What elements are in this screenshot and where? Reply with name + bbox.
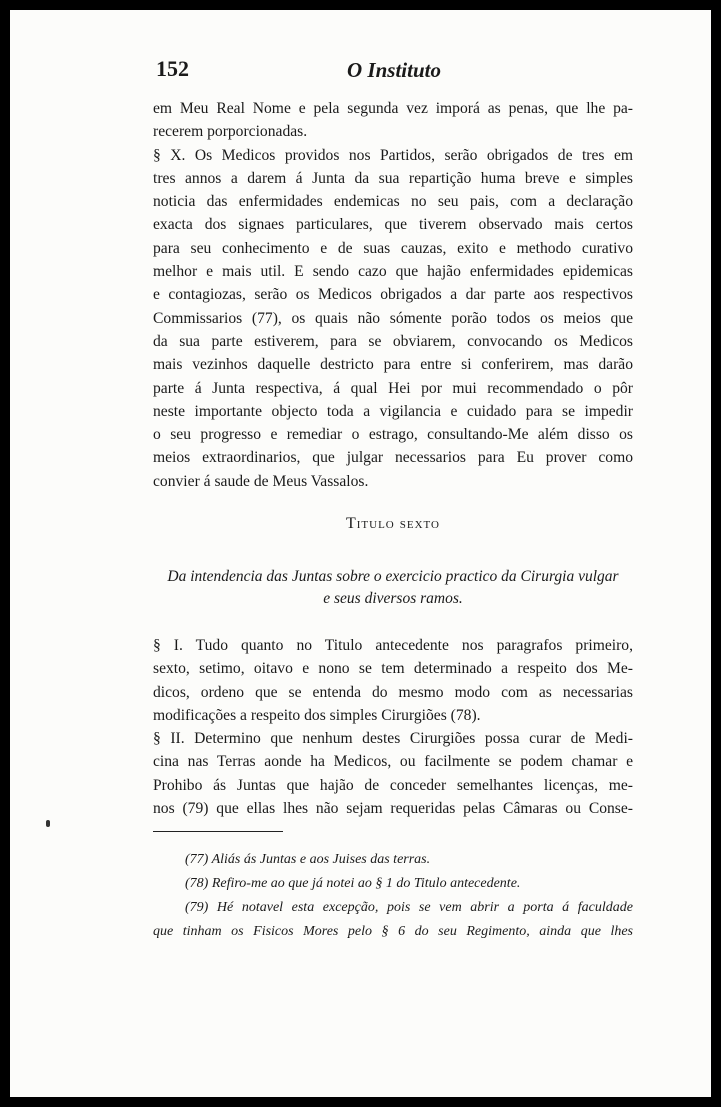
text-line: § X. Os Medicos providos nos Partidos, serão obrigados de tres em	[153, 146, 633, 164]
text-line: Prohibo ás Juntas que hajão de conceder semelhantes licenças, me-	[153, 776, 633, 794]
text-line: exacta dos signaes particulares, que tiverem observado mais certos	[153, 216, 633, 234]
text-line: mais vezinhos daquelle destricto para entre si conferirem, mas darão	[153, 356, 633, 374]
text-line: nos (79) que ellas lhes não sejam requeridas pelas Câmaras ou Conse-	[153, 800, 633, 818]
text-line: em Meu Real Nome e pela segunda vez imporá as penas, que lhe pa-	[153, 100, 633, 117]
footnote-78: (78) Refiro-me ao que já notei ao § 1 do Titulo antecedente.	[185, 876, 521, 891]
text-line: § I. Tudo quanto no Titulo antecedente nos paragrafos primeiro,	[153, 637, 633, 654]
subtitle-line: e seus diversos ramos.	[323, 590, 463, 607]
section-i-text	[153, 634, 633, 820]
text-line: tres annos a darem á Junta da sua repartição huma breve e simples	[153, 169, 633, 187]
text-line: convier á saude de Meus Vassalos.	[153, 472, 369, 490]
text-line: parte á Junta respectiva, á qual Hei por mui recommendado o pôr	[153, 379, 633, 397]
footnote-77: (77) Aliás ás Juntas e aos Juises das terras.	[185, 852, 431, 867]
running-head	[156, 56, 632, 92]
footnote-rule	[153, 831, 283, 832]
page-number: 152	[156, 56, 189, 81]
text-line: recerem porporcionadas.	[153, 123, 308, 141]
text-line: e contagiozas, serão os Medicos obrigados a dar parte aos respectivos	[153, 286, 633, 304]
text-line: noticia das enfermidades endemicas no seu pais, com a declaração	[153, 193, 633, 211]
text-line: Commissarios (77), os quais não sómente porão todos os meios que	[153, 309, 633, 327]
text-line: da sua parte estiverem, para se obviarem, convocando os Medicos	[153, 332, 633, 350]
footnote-79: (79) Hé notavel esta excepção, pois se vem abrir a porta á faculdade	[185, 900, 633, 915]
footnote-79-continued: que tinham os Fisicos Mores pelo § 6 do seu Regimento, ainda que lhes	[153, 924, 633, 939]
text-line: o seu progresso e remediar o estrago, consultando-Me além disso os	[153, 426, 633, 444]
text-line: meios extraordinarios, que julgar necessarios para Eu prover como	[153, 449, 633, 467]
section-x-text	[153, 97, 633, 493]
text-line: cina nas Terras aonde ha Medicos, ou facilmente se podem chamar e	[153, 753, 633, 771]
scan-speck	[46, 820, 50, 827]
text-line: sexto, setimo, oitavo e nono se tem determinado a respeito dos Me-	[153, 660, 633, 678]
subtitle-line: Da intendencia das Juntas sobre o exercicio practico da Cirurgia vulgar	[167, 568, 619, 585]
text-line: melhor e mais util. E sendo cazo que hajão enfermidades epidemicas	[153, 263, 633, 281]
journal-title: O Instituto	[347, 58, 441, 82]
footnotes	[153, 848, 633, 944]
text-line: neste importante objecto toda a vigilancia e cuidado para se impedir	[153, 402, 633, 420]
text-line: para seu conhecimento e de suas cauzas, exito e methodo curativo	[153, 239, 633, 257]
text-line: modificações a respeito dos simples Cirurgiões (78).	[153, 706, 481, 724]
text-line: dicos, ordeno que se entenda do mesmo modo com as necessarias	[153, 683, 633, 701]
section-title: Titulo sexto	[345, 515, 440, 532]
text-line: § II. Determino que nenhum destes Cirurgiões possa curar de Medi-	[153, 730, 633, 748]
section-subtitle	[153, 566, 633, 610]
